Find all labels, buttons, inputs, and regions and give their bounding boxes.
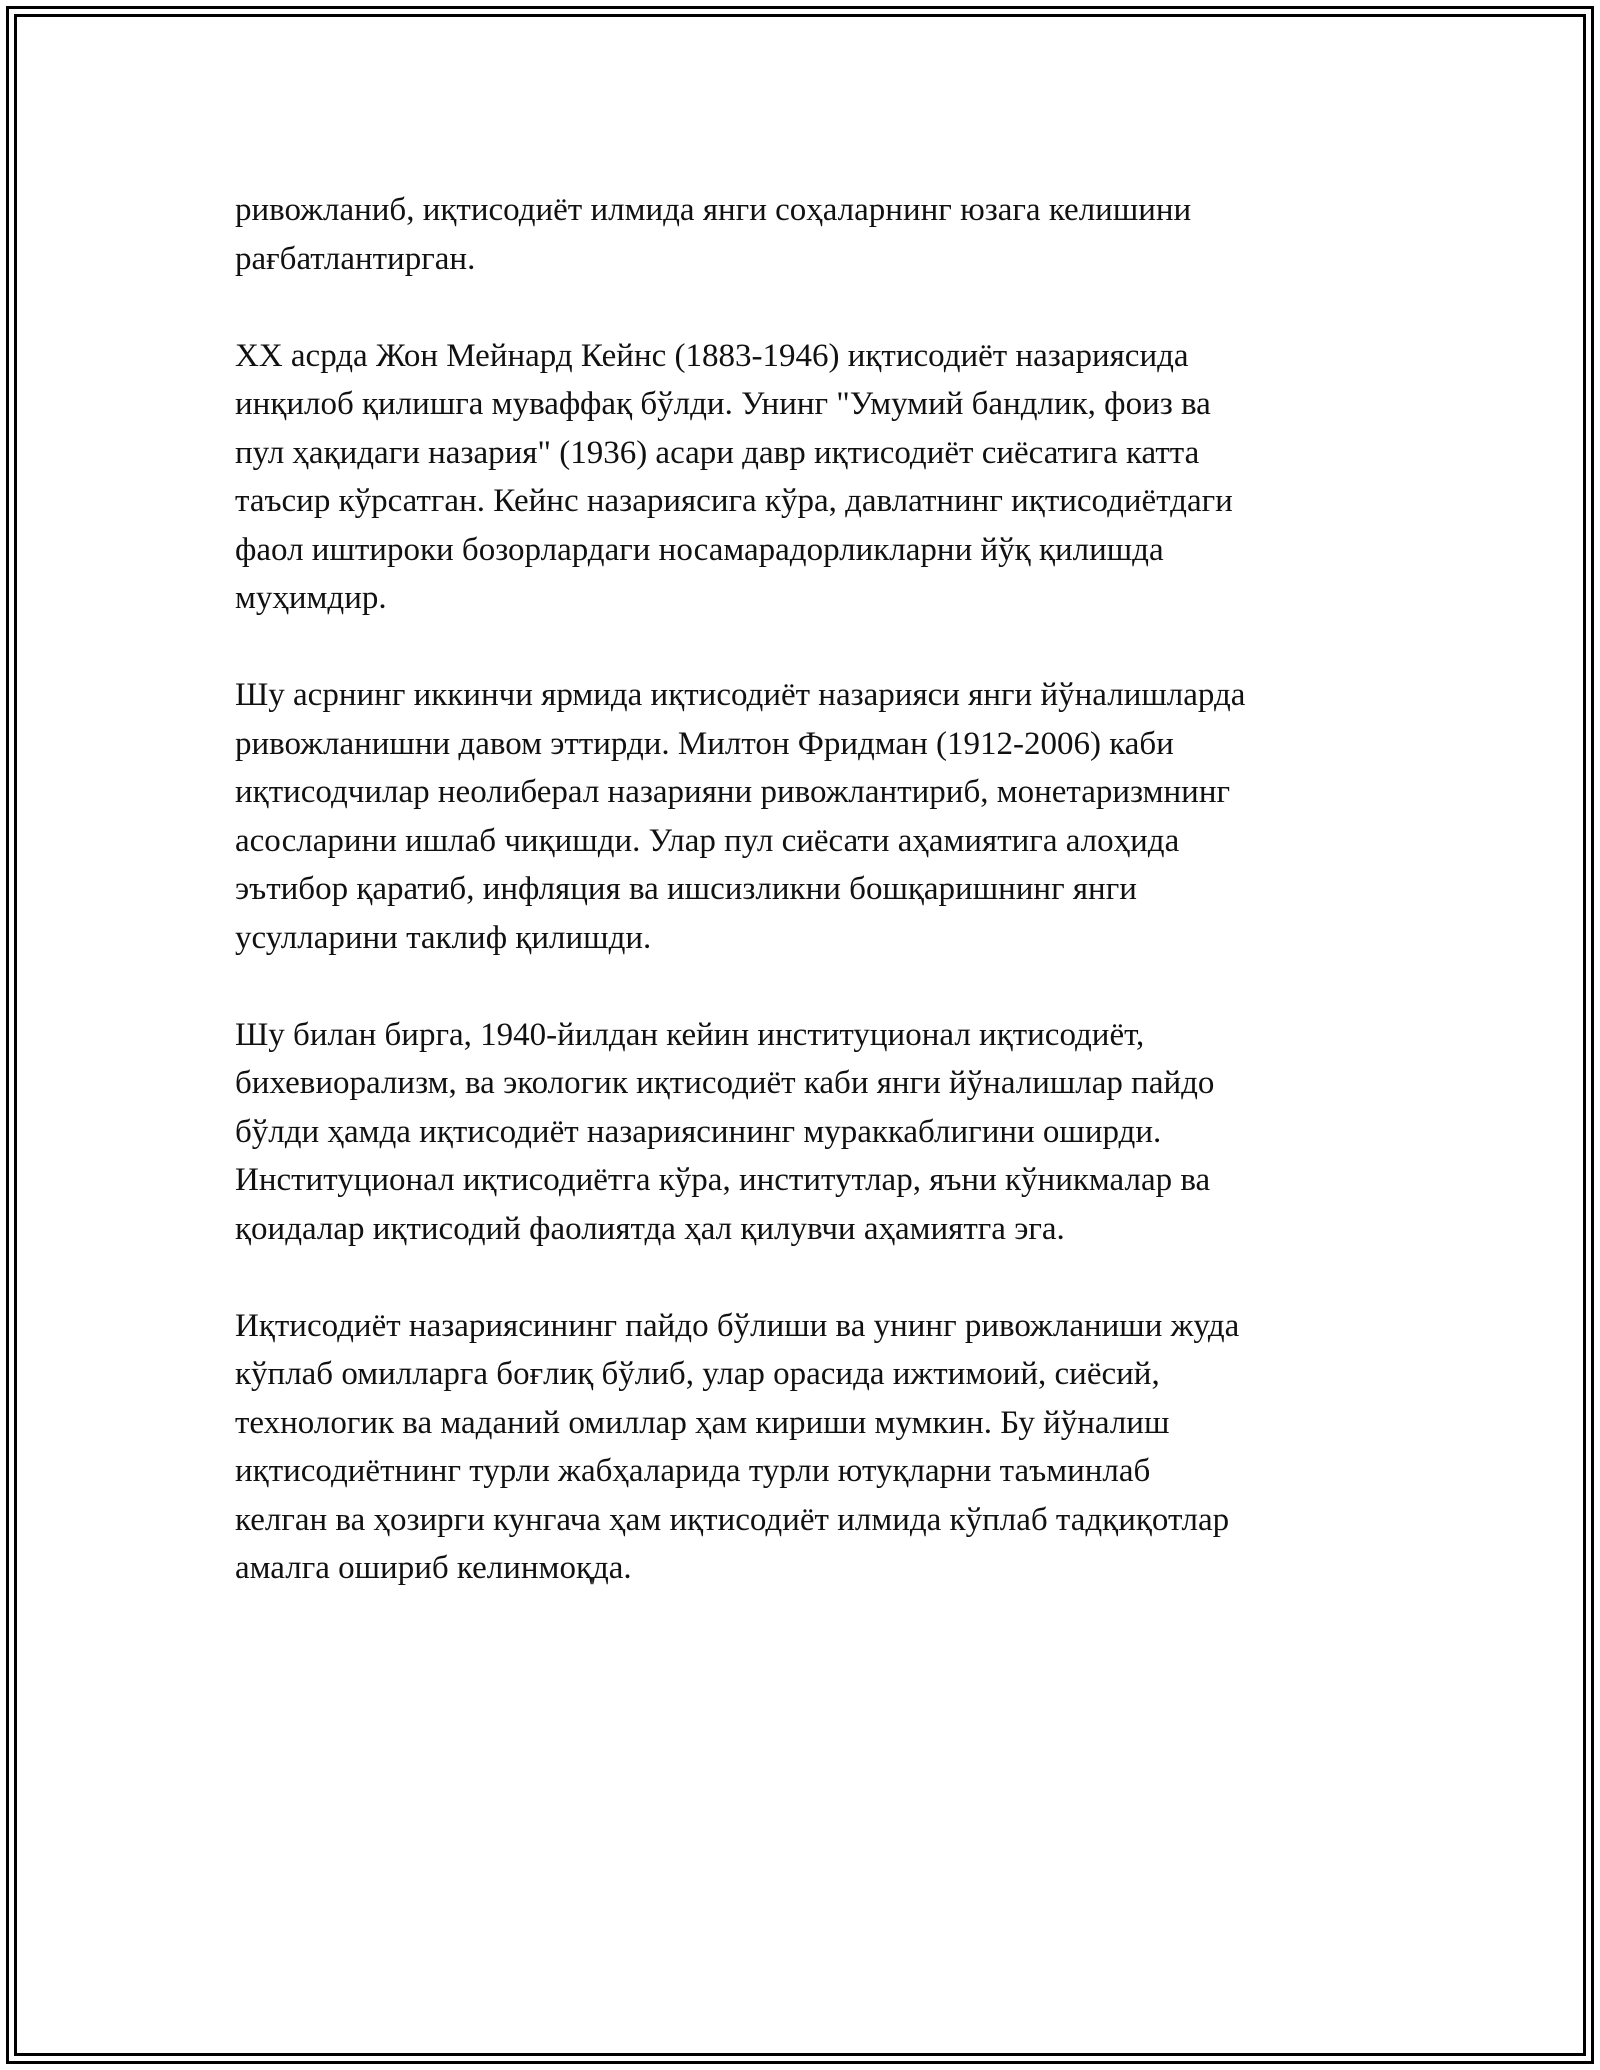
paragraph-4: Шу билан бирга, 1940-йилдан кейин институционал иқтисодиёт, бихевиорализм, ва экологик иқтисодиёт каби янги йўналишлар пайдо бўлди ҳамда иқтисодиёт назариясининг мураккаблигини оширди. Институционал иқтисодиётга кўра, институтлар, яъни кўникмалар ва қоидалар иқтисодий фаолиятда ҳал қилувчи аҳамиятга эга.	[235, 1016, 1215, 1247]
paragraph-5: Иқтисодиёт назариясининг пайдо бўлиши ва унинг ривожланиши жуда кўплаб омилларга боғлиқ бўлиб, улар орасида ижтимоий, сиёсий, технологик ва маданий омиллар ҳам кириши мумкин. Бу йўналиш иқтисодиётнинг турли жабҳаларида турли ютуқларни таъминлаб келган ва ҳозирги кунгача ҳам иқтисодиёт илмида кўплаб тадқиқотлар амалга ошириб келинмоқда.	[235, 1307, 1240, 1586]
document-body	[235, 186, 1385, 1641]
paragraph-2: XX асрда Жон Мейнард Кейнс (1883-1946) иқтисодиёт назариясида инқилоб қилишга муваффақ бўлди. Унинг "Умумий бандлик, фоиз ва пул ҳақидаги назария" (1936) асари давр иқтисодиёт сиёсатига катта таъсир кўрсатган. Кейнс назариясига кўра, давлатнинг иқтисодиётдаги фаол иштироки бозорлардаги носамарадорликларни йўқ қилишда муҳимдир.	[235, 337, 1233, 616]
paragraph-1: ривожланиб, иқтисодиёт илмида янги соҳаларнинг юзага келишини рағбатлантирган.	[235, 192, 1192, 277]
paragraph-3: Шу асрнинг иккинчи ярмида иқтисодиёт назарияси янги йўналишларда ривожланишни давом эттирди. Милтон Фридман (1912-2006) каби иқтисодчилар неолиберал назарияни ривожлантириб, монетаризмнинг асосларини ишлаб чиқишди. Улар пул сиёсати аҳамиятига алоҳида эътибор қаратиб, инфляция ва ишсизликни бошқаришнинг янги усулларини таклиф қилишди.	[235, 677, 1246, 956]
